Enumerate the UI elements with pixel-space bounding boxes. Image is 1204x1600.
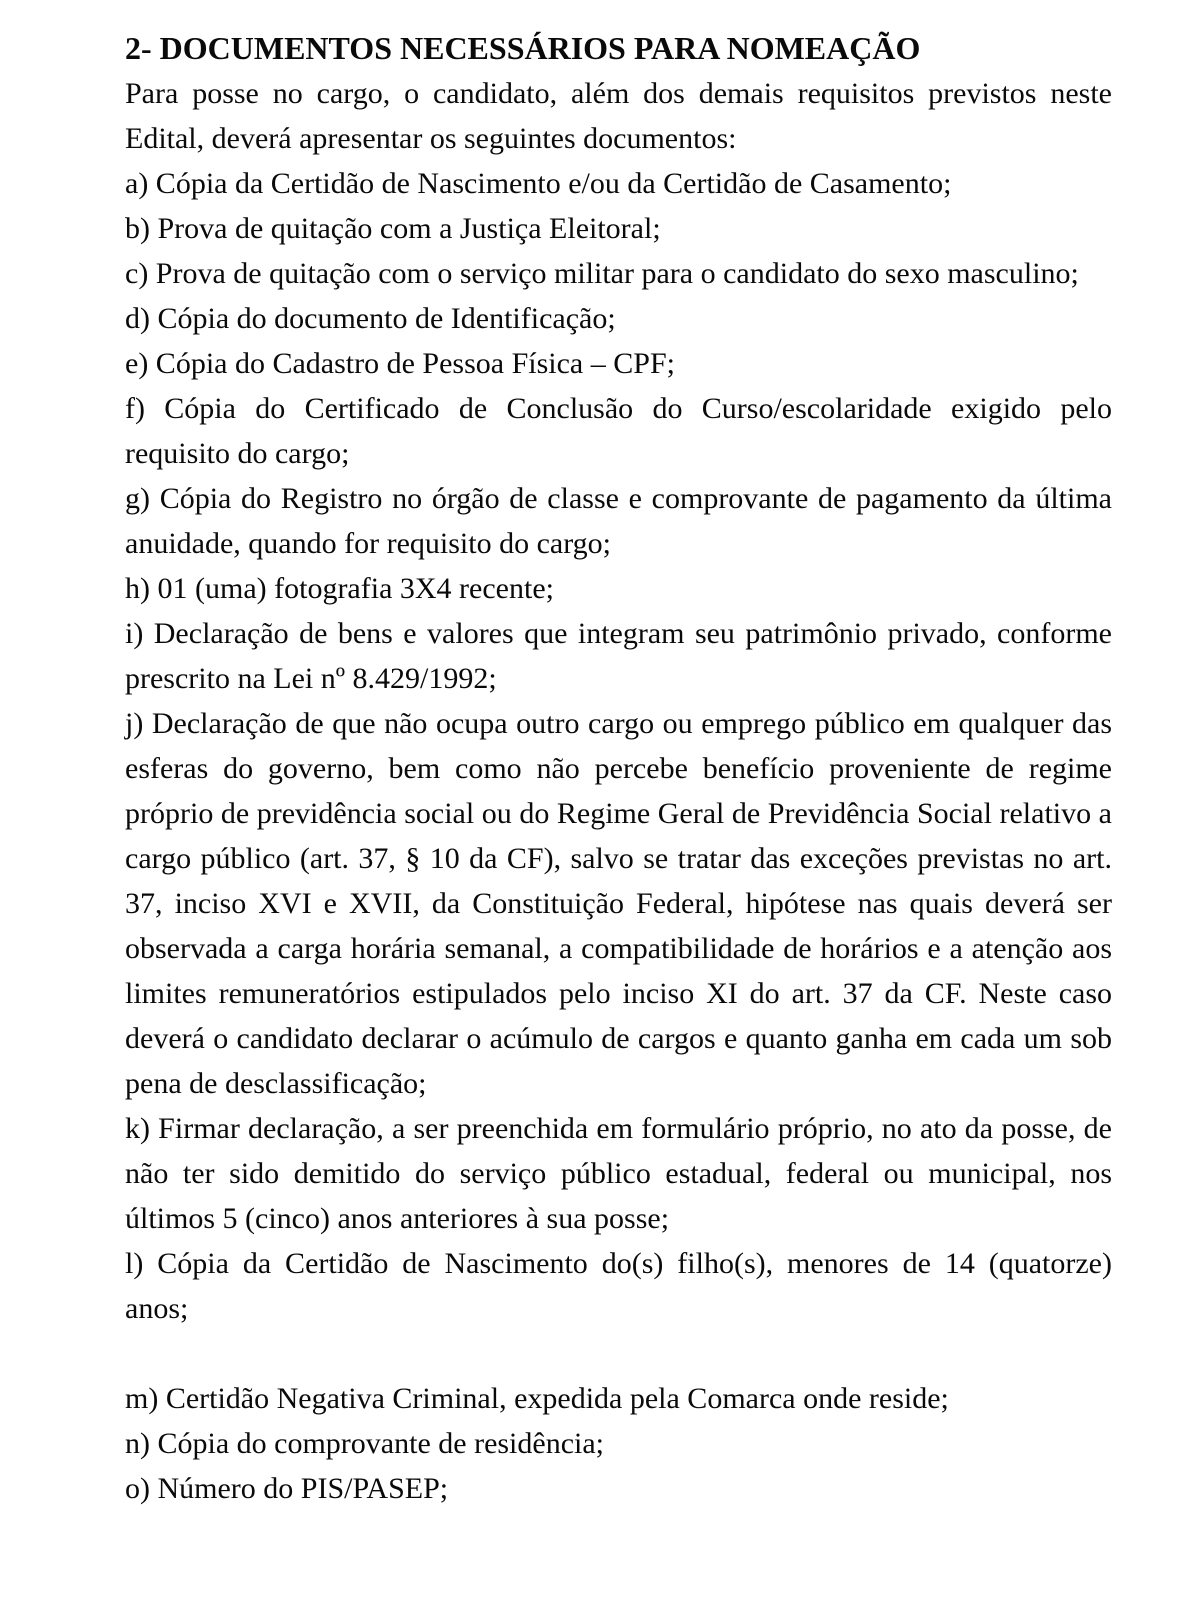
list-item-l: l) Cópia da Certidão de Nascimento do(s) filho(s), menores de 14 (quatorze) anos; <box>125 1247 1112 1325</box>
document-heading: 2- DOCUMENTOS NECESSÁRIOS PARA NOMEAÇÃO <box>125 30 921 66</box>
list-item-a: a) Cópia da Certidão de Nascimento e/ou da Certidão de Casamento; <box>125 167 952 200</box>
list-item-i: i) Declaração de bens e valores que integram seu patrimônio privado, conforme prescrito na Lei nº 8.429/1992; <box>125 617 1112 695</box>
list-item-d: d) Cópia do documento de Identificação; <box>125 302 616 335</box>
list-item-m: m) Certidão Negativa Criminal, expedida pela Comarca onde reside; <box>125 1382 949 1415</box>
list-item-e: e) Cópia do Cadastro de Pessoa Física – CPF; <box>125 347 675 380</box>
list-item-b: b) Prova de quitação com a Justiça Eleitoral; <box>125 212 661 245</box>
list-item-k: k) Firmar declaração, a ser preenchida em formulário próprio, no ato da posse, de não ter sido demitido do serviço público estadual, federal ou municipal, nos últimos 5 (cinco) anos anteriores à sua posse; <box>125 1112 1112 1235</box>
list-item-f: f) Cópia do Certificado de Conclusão do Curso/escolaridade exigido pelo requisito do cargo; <box>125 392 1112 470</box>
list-item-n: n) Cópia do comprovante de residência; <box>125 1427 605 1460</box>
paragraph-break <box>125 1331 1112 1376</box>
list-item-g: g) Cópia do Registro no órgão de classe e comprovante de pagamento da última anuidade, quando for requisito do cargo; <box>125 482 1112 560</box>
intro-paragraph: Para posse no cargo, o candidato, além dos demais requisitos previstos neste Edital, deverá apresentar os seguintes documentos: <box>125 77 1112 155</box>
list-item-c: c) Prova de quitação com o serviço militar para o candidato do sexo masculino; <box>125 257 1079 290</box>
list-item-o: o) Número do PIS/PASEP; <box>125 1472 449 1505</box>
list-item-h: h) 01 (uma) fotografia 3X4 recente; <box>125 572 554 605</box>
list-item-j: j) Declaração de que não ocupa outro cargo ou emprego público em qualquer das esferas do governo, bem como não percebe benefício proveniente de regime próprio de previdência social ou do Regime Geral de Previdência Social relativo a cargo público (art. 37, § 10 da CF), salvo se tratar das exceções previstas no art. 37, inciso XVI e XVII, da Constituição Federal, hipótese nas quais deverá ser observada a carga horária semanal, a compatibilidade de horários e a atenção aos limites remuneratórios estipulados pelo inciso XI do art. 37 da CF. Neste caso deverá o candidato declarar o acúmulo de cargos e quanto ganha em cada um sob pena de desclassificação; <box>125 707 1112 1100</box>
